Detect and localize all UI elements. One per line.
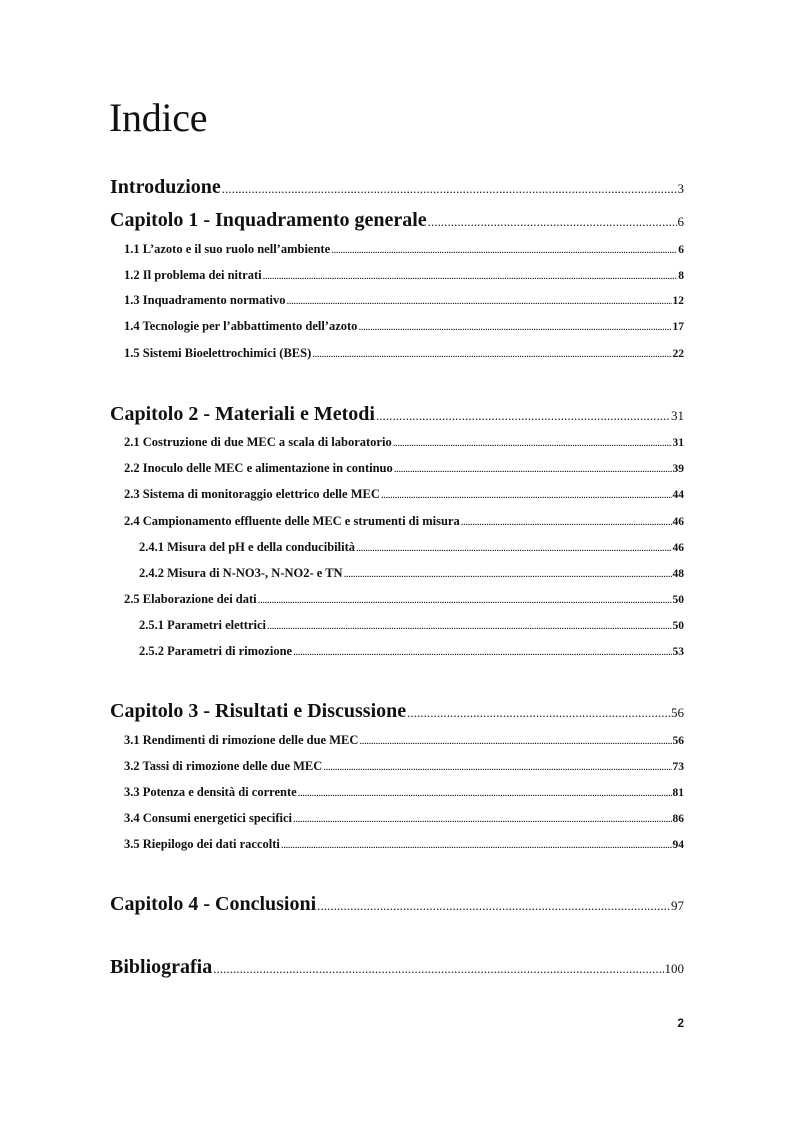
toc-entry-label: Introduzione	[110, 176, 221, 198]
toc-entry-3-5[interactable]	[124, 837, 684, 852]
toc-entry-label: 3.5 Riepilogo dei dati raccolti	[124, 837, 280, 851]
toc-entry-1-4[interactable]	[124, 319, 684, 334]
toc-entry-label: 2.4.1 Misura del pH e della conducibilità	[139, 540, 355, 554]
toc-entry-page: 81	[672, 787, 684, 799]
toc-entry-2-4-1[interactable]	[139, 540, 684, 555]
toc-entry-label: 1.2 Il problema dei nitrati	[124, 268, 262, 282]
leader-dots	[407, 705, 670, 721]
toc-entry-capitolo-1[interactable]	[110, 209, 684, 232]
toc-entry-1-2[interactable]	[124, 268, 684, 283]
leader-dots	[428, 214, 677, 230]
toc-entry-1-1[interactable]	[124, 242, 684, 257]
leader-dots	[359, 735, 671, 747]
toc-entry-page: 73	[672, 761, 684, 773]
toc-entry-label: 3.4 Consumi energetici specifici	[124, 811, 293, 825]
toc-entry-label: 2.4.2 Misura di N-NO3-, N-NO2- e TN	[139, 566, 343, 580]
toc-entry-page: 39	[672, 463, 684, 475]
toc-entry-label: Capitolo 1 - Inquadramento generale	[110, 209, 427, 231]
leader-dots	[356, 542, 672, 554]
leader-dots	[394, 463, 672, 475]
toc-entry-label: 2.5.1 Parametri elettrici	[139, 618, 267, 632]
toc-entry-page: 3	[677, 181, 684, 196]
toc-entry-page: 6	[678, 244, 684, 256]
toc-entry-capitolo-2[interactable]	[110, 403, 684, 426]
leader-dots	[376, 408, 670, 424]
toc-entry-label: 1.4 Tecnologie per l’abbattimento dell’azoto	[124, 319, 358, 333]
toc-entry-label: 3.3 Potenza e densità di corrente	[124, 785, 297, 799]
leader-dots	[358, 321, 671, 333]
toc-entry-label: Capitolo 4 - Conclusioni	[110, 893, 317, 915]
toc-entry-page: 12	[672, 295, 684, 307]
toc-entry-page: 48	[672, 568, 684, 580]
leader-dots	[213, 961, 663, 977]
toc-entry-label: 2.2 Inoculo delle MEC e alimentazione in continuo	[124, 461, 393, 475]
toc-entry-page: 17	[672, 321, 684, 333]
toc-entry-page: 94	[672, 839, 684, 851]
leader-dots	[344, 568, 672, 580]
leader-dots	[393, 437, 672, 449]
toc-entry-page: 56	[672, 735, 684, 747]
toc-entry-page: 56	[671, 705, 684, 720]
toc-entry-page: 86	[672, 813, 684, 825]
toc-entry-introduzione[interactable]	[110, 176, 684, 199]
toc-entry-label: 2.1 Costruzione di due MEC a scala di laboratorio	[124, 435, 392, 449]
toc-entry-label: 3.1 Rendimenti di rimozione delle due MEC	[124, 733, 359, 747]
toc-entry-2-5-2[interactable]	[139, 644, 684, 659]
toc-entry-3-3[interactable]	[124, 785, 684, 800]
page-title: Indice	[109, 95, 208, 140]
leader-dots	[331, 244, 677, 256]
toc-entry-3-1[interactable]	[124, 733, 684, 748]
toc-entry-2-4[interactable]	[124, 514, 684, 529]
page-number: 2	[677, 1016, 684, 1030]
toc-entry-2-5-1[interactable]	[139, 618, 684, 633]
toc-entry-page: 31	[672, 437, 684, 449]
toc-entry-2-3[interactable]	[124, 487, 684, 502]
toc-entry-page: 53	[672, 646, 684, 658]
leader-dots	[293, 813, 671, 825]
toc-entry-label: Capitolo 3 - Risultati e Discussione	[110, 700, 407, 722]
toc-entry-capitolo-4[interactable]	[110, 893, 684, 916]
toc-entry-label: 2.3 Sistema di monitoraggio elettrico delle MEC	[124, 487, 380, 501]
toc-entry-label: 1.3 Inquadramento normativo	[124, 293, 286, 307]
toc-entry-label: 1.1 L’azoto e il suo ruolo nell’ambiente	[124, 242, 331, 256]
leader-dots	[381, 489, 672, 501]
toc-entry-label: Bibliografia	[110, 956, 213, 978]
toc-entry-label: 2.5.2 Parametri di rimozione	[139, 644, 293, 658]
toc-entry-2-1[interactable]	[124, 435, 684, 450]
toc-entry-label: 3.2 Tassi di rimozione delle due MEC	[124, 759, 323, 773]
toc-entry-3-4[interactable]	[124, 811, 684, 826]
toc-entry-page: 22	[672, 348, 684, 360]
toc-entry-page: 46	[672, 516, 684, 528]
leader-dots	[281, 839, 672, 851]
leader-dots	[298, 787, 672, 799]
leader-dots	[222, 181, 677, 197]
toc-entry-page: 8	[678, 270, 684, 282]
leader-dots	[317, 898, 670, 914]
leader-dots	[293, 646, 671, 658]
toc-entry-label: 1.5 Sistemi Bioelettrochimici (BES)	[124, 346, 312, 360]
toc-entry-page: 50	[672, 594, 684, 606]
leader-dots	[286, 295, 671, 307]
toc-entry-label: 2.4 Campionamento effluente delle MEC e strumenti di misura	[124, 514, 460, 528]
toc-entry-2-5[interactable]	[124, 592, 684, 607]
leader-dots	[461, 516, 672, 528]
toc-entry-1-5[interactable]	[124, 346, 684, 361]
leader-dots	[312, 348, 671, 360]
toc-entry-bibliografia[interactable]	[110, 956, 684, 979]
leader-dots	[267, 620, 671, 632]
toc-entry-1-3[interactable]	[124, 293, 684, 308]
toc-entry-page: 100	[664, 961, 684, 976]
toc-entry-page: 6	[677, 214, 684, 229]
toc-entry-label: Capitolo 2 - Materiali e Metodi	[110, 403, 375, 425]
toc-entry-capitolo-3[interactable]	[110, 700, 684, 723]
toc-entry-3-2[interactable]	[124, 759, 684, 774]
toc-entry-page: 31	[671, 408, 684, 423]
toc-entry-page: 46	[672, 542, 684, 554]
leader-dots	[323, 761, 671, 773]
toc-entry-2-2[interactable]	[124, 461, 684, 476]
toc-entry-page: 44	[672, 489, 684, 501]
toc-entry-label: 2.5 Elaborazione dei dati	[124, 592, 257, 606]
leader-dots	[258, 594, 672, 606]
toc-entry-2-4-2[interactable]	[139, 566, 684, 581]
leader-dots	[263, 270, 678, 282]
toc-entry-page: 97	[671, 898, 684, 913]
toc-entry-page: 50	[672, 620, 684, 632]
